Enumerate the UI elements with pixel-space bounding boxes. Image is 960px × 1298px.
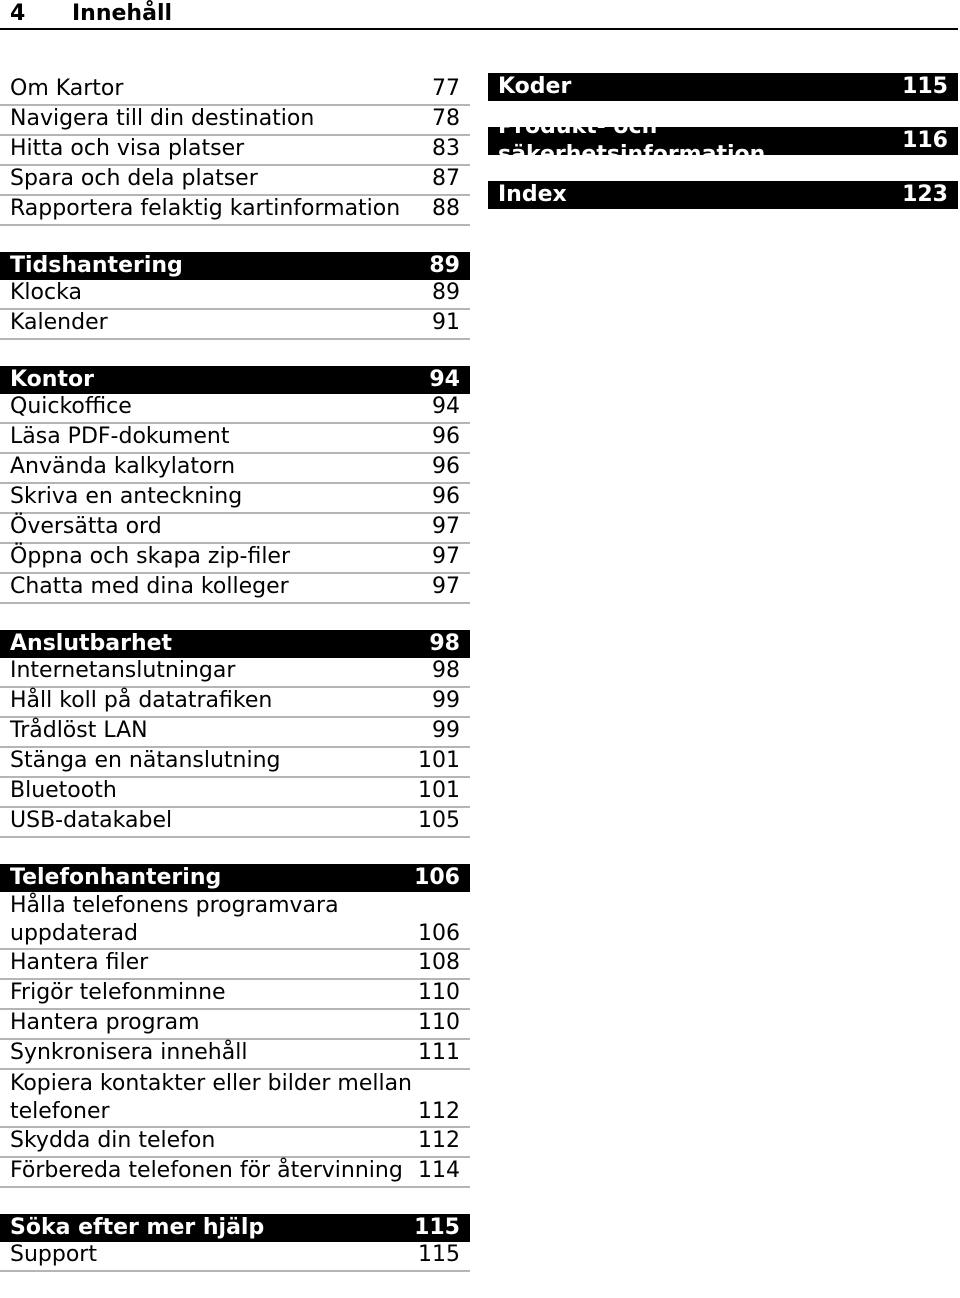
section-heading-label: Kontor (10, 367, 94, 392)
section-heading-koder[interactable] (488, 73, 958, 101)
section-heading-label: Anslutbarhet (10, 631, 173, 656)
toc-entry[interactable] (0, 1010, 470, 1040)
toc-entry-page: 108 (418, 950, 460, 975)
toc-entry-label: Bluetooth (10, 778, 117, 803)
section-heading-page: 94 (429, 367, 460, 392)
toc-entry[interactable] (0, 1070, 470, 1128)
toc-entry-label: Chatta med dina kolleger (10, 574, 289, 599)
section-heading-label: Index (498, 182, 567, 207)
toc-entry-label: Förbereda telefonen för återvinning (10, 1158, 403, 1183)
toc-entry-page: 114 (418, 1158, 460, 1183)
toc-entry-page: 112 (418, 1128, 460, 1153)
toc-entry-page: 98 (432, 658, 460, 683)
section-heading-tidshantering[interactable] (0, 252, 470, 280)
page-title: Innehåll (72, 1, 173, 26)
toc-entry[interactable] (0, 544, 470, 574)
toc-entry[interactable] (0, 166, 470, 196)
toc-entry-label: Kopiera kontakter eller bilder mellan telefoner (10, 1071, 413, 1124)
toc-entry-label: Kalender (10, 310, 108, 335)
toc-entry-label: Internetanslutningar (10, 658, 236, 683)
toc-entry[interactable] (0, 196, 470, 226)
section-heading-label: Telefonhantering (10, 865, 222, 890)
toc-entry[interactable] (0, 454, 470, 484)
toc-entry-page: 78 (432, 106, 460, 131)
toc-section-soka-efter-mer-hjalp (0, 1214, 470, 1272)
toc-entry[interactable] (0, 688, 470, 718)
toc-entry-page: 105 (418, 808, 460, 833)
toc-entry-page: 96 (432, 424, 460, 449)
toc-entry-page: 83 (432, 136, 460, 161)
toc-entry[interactable] (0, 980, 470, 1010)
toc-entry-label: Spara och dela platser (10, 166, 258, 191)
section-heading-telefonhantering[interactable] (0, 864, 470, 892)
toc-entry-label: Stänga en nätanslutning (10, 748, 281, 773)
toc-entry-page: 99 (432, 718, 460, 743)
toc-entry-label: Hitta och visa platser (10, 136, 245, 161)
section-heading-page: 115 (414, 1215, 460, 1240)
toc-entry[interactable] (0, 280, 470, 310)
toc-entry[interactable] (0, 778, 470, 808)
toc-entry-page: 97 (432, 514, 460, 539)
toc-entry-label: Skriva en anteckning (10, 484, 243, 509)
toc-entry[interactable] (0, 892, 470, 950)
toc-entry-page: 96 (432, 454, 460, 479)
toc-entry-label: Frigör telefonminne (10, 980, 226, 1005)
toc-entry[interactable] (0, 394, 470, 424)
toc-entry[interactable] (0, 484, 470, 514)
toc-entry-page: 89 (432, 280, 460, 305)
toc-entry[interactable] (0, 514, 470, 544)
section-heading-label: Produkt- och säkerhetsinformation (498, 114, 766, 167)
toc-entry[interactable] (0, 1128, 470, 1158)
section-heading-page: 123 (902, 182, 948, 207)
section-heading-page: 116 (902, 128, 948, 153)
toc-section-index (488, 181, 958, 209)
toc-entry[interactable] (0, 748, 470, 778)
toc-entry-page: 115 (418, 1242, 460, 1267)
toc-entry-page: 111 (418, 1040, 460, 1065)
toc-right-column (488, 73, 958, 235)
toc-entry[interactable] (0, 424, 470, 454)
toc-entry-label: Quickoffice (10, 394, 132, 419)
toc-entry[interactable] (0, 1242, 470, 1272)
toc-section-produkt-och-sakerhetsinformation (488, 114, 958, 167)
toc-entry-label: Rapportera felaktig kartinformation (10, 196, 401, 221)
section-heading-kontor[interactable] (0, 366, 470, 394)
toc-entry[interactable] (0, 76, 470, 106)
toc-entry-label: Trådlöst LAN (10, 718, 148, 743)
toc-entry-page: 87 (432, 166, 460, 191)
page-header (0, 0, 958, 30)
toc-entry-label: USB-datakabel (10, 808, 173, 833)
toc-section-anslutbarhet (0, 630, 470, 838)
toc-entry[interactable] (0, 1158, 470, 1188)
toc-entry[interactable] (0, 950, 470, 980)
toc-entry-label: Översätta ord (10, 514, 162, 539)
toc-entry-label: Support (10, 1242, 97, 1267)
toc-entry-label: Synkronisera innehåll (10, 1040, 248, 1065)
toc-entry-page: 94 (432, 394, 460, 419)
toc-entry-label: Läsa PDF-dokument (10, 424, 230, 449)
toc-section (0, 76, 470, 226)
toc-entry-label: Klocka (10, 280, 82, 305)
toc-section-kontor (0, 366, 470, 604)
section-heading-page: 89 (429, 253, 460, 278)
toc-entry-label: Använda kalkylatorn (10, 454, 236, 479)
toc-entry-page: 97 (432, 574, 460, 599)
section-heading-index[interactable] (488, 181, 958, 209)
toc-section-telefonhantering (0, 864, 470, 1188)
section-heading-page: 98 (429, 631, 460, 656)
toc-entry[interactable] (0, 106, 470, 136)
toc-entry-label: Skydda din telefon (10, 1128, 216, 1153)
toc-entry-label: Hantera filer (10, 950, 149, 975)
section-heading-label: Tidshantering (10, 253, 183, 278)
toc-entry-label: Hantera program (10, 1010, 200, 1035)
toc-entry-page: 101 (418, 748, 460, 773)
toc-entry[interactable] (0, 310, 470, 340)
toc-entry[interactable] (0, 658, 470, 688)
toc-entry-page: 99 (432, 688, 460, 713)
toc-entry-label: Håll koll på datatrafiken (10, 688, 273, 713)
page-number: 4 (10, 1, 26, 26)
toc-entry-page: 77 (432, 76, 460, 101)
toc-entry[interactable] (0, 1040, 470, 1070)
toc-entry[interactable] (0, 718, 470, 748)
toc-entry-page: 110 (418, 1010, 460, 1035)
toc-entry[interactable] (0, 574, 470, 604)
toc-entry-page: 96 (432, 484, 460, 509)
toc-entry-label: Om Kartor (10, 76, 124, 101)
section-heading-page: 115 (902, 74, 948, 99)
toc-entry-label: Navigera till din destination (10, 106, 315, 131)
toc-section-tidshantering (0, 252, 470, 340)
section-heading-anslutbarhet[interactable] (0, 630, 470, 658)
section-heading-page: 106 (414, 865, 460, 890)
toc-entry-page: 91 (432, 310, 460, 335)
toc-entry[interactable] (0, 808, 470, 838)
section-heading-label: Söka efter mer hjälp (10, 1215, 265, 1240)
toc-entry-page: 106 (418, 921, 460, 946)
section-heading-produkt-och-sakerhetsinformation[interactable] (488, 114, 958, 167)
toc-entry-page: 112 (418, 1099, 460, 1124)
section-heading-soka-efter-mer-hjalp[interactable] (0, 1214, 470, 1242)
toc-entry[interactable] (0, 136, 470, 166)
toc-entry-page: 88 (432, 196, 460, 221)
toc-entry-label: Öppna och skapa zip-filer (10, 544, 291, 569)
toc-entry-page: 101 (418, 778, 460, 803)
toc-entry-label: Hålla telefonens programvara uppdaterad (10, 893, 339, 946)
toc-left-column (0, 76, 470, 1298)
toc-section-koder (488, 73, 958, 101)
section-heading-label: Koder (498, 74, 572, 99)
toc-entry-page: 97 (432, 544, 460, 569)
toc-entry-page: 110 (418, 980, 460, 1005)
